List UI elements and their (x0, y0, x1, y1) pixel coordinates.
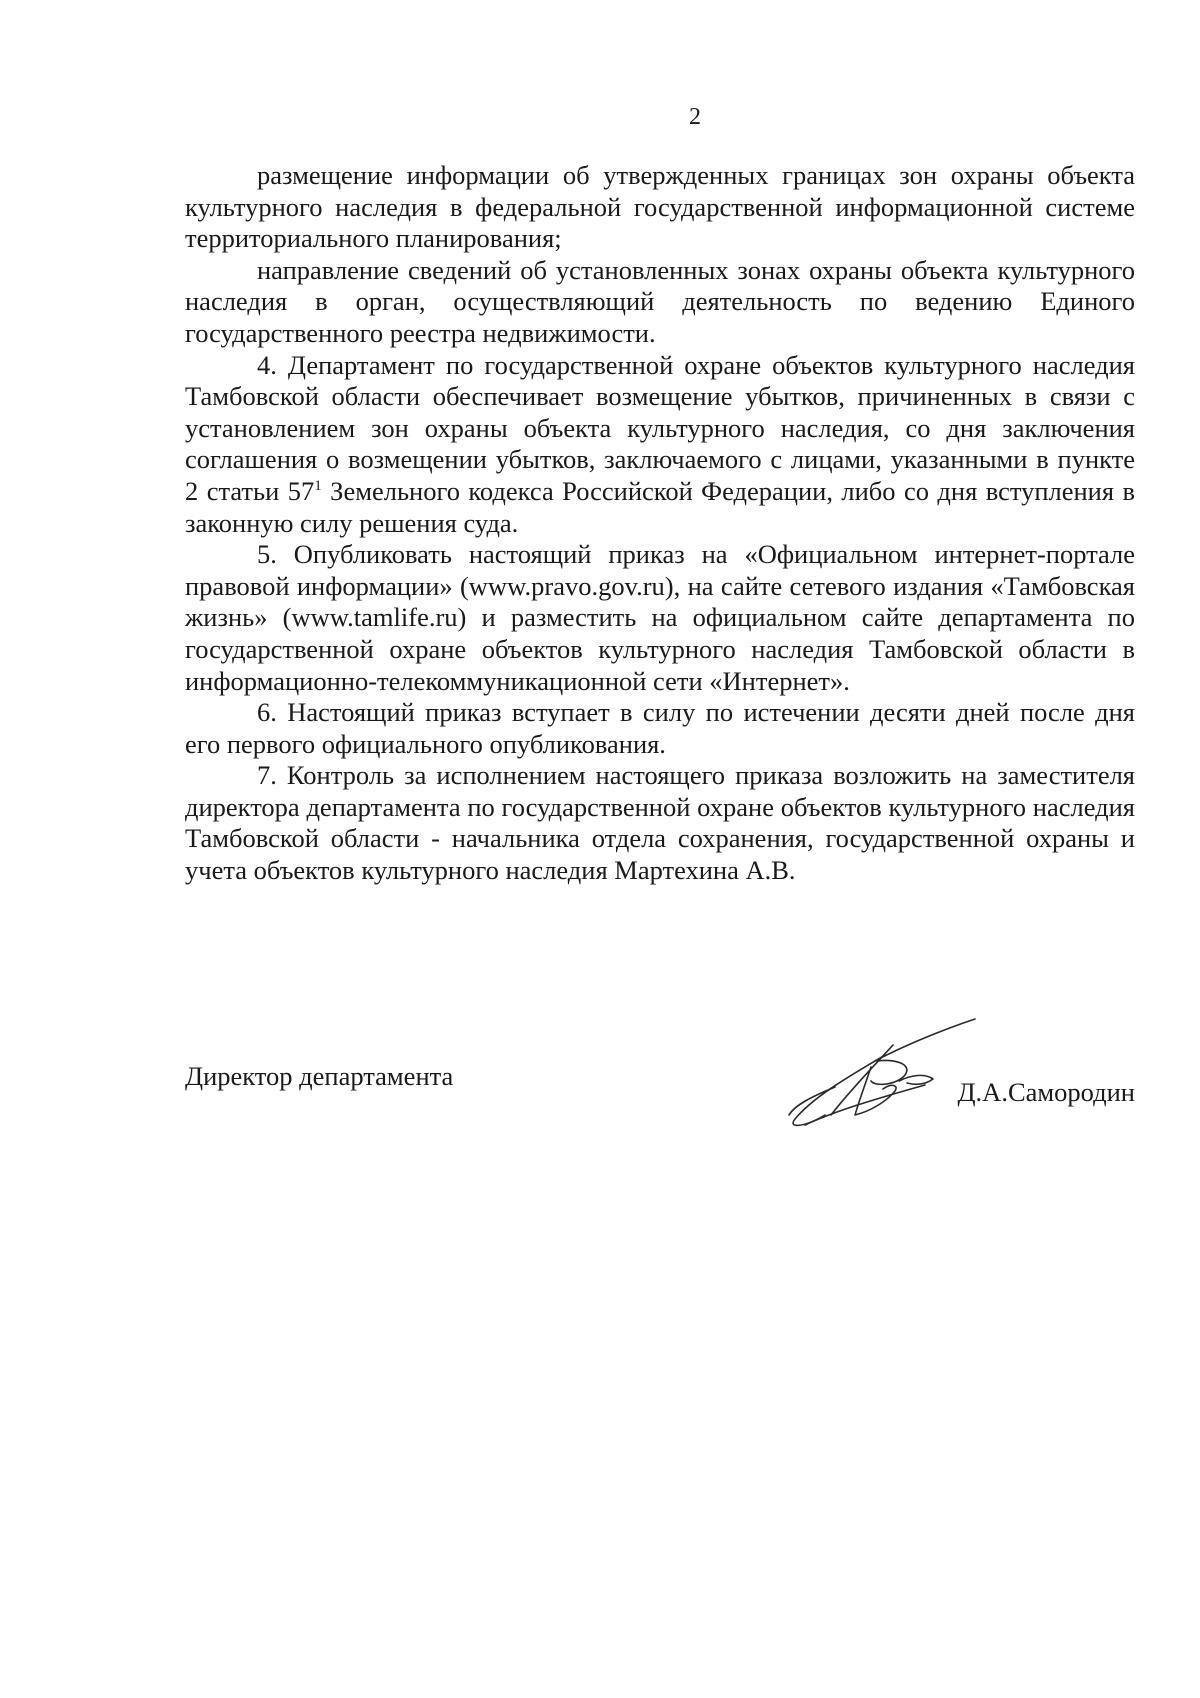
paragraph-item-6 (185, 697, 1135, 760)
paragraph-item-6-text: 6. Настоящий приказ вступает в силу по истечении десяти дней после дня его первого официального опубликования. (185, 697, 1135, 759)
paragraph-item-5 (185, 539, 1135, 697)
paragraph-item-4-text-end: Земельного кодекса Российской Федерации, либо со дня вступления в законную силу решения суда. (185, 475, 1136, 538)
signature-block (185, 1015, 1135, 1135)
paragraph-item-5-text: 5. Опубликовать настоящий приказ на «Официальном интернет-портале правовой информации» (www.pravo.gov.ru), на сайте сетевого издания «Тамбовская жизнь» (www.tamlife.ru) и разместить на официальном сайте департамента по государственной охране объектов культурного наследия Тамбовской области в информационно-телекоммуникационной сети «Интернет». (185, 539, 1135, 696)
paragraph-2-text: направление сведений об установленных зонах охраны объекта культурного наследия в орган, осуществляющий деятельность по ведению Единого государственного реестра недвижимости. (185, 254, 1135, 348)
paragraph-2 (185, 255, 1135, 350)
document-body (185, 160, 1135, 887)
signatory-title: Директор департамента (185, 1061, 454, 1091)
handwritten-signature (775, 1015, 1015, 1135)
paragraph-item-4 (185, 350, 1135, 540)
paragraph-item-7-text: 7. Контроль за исполнением настоящего приказа возложить на заместителя директора департамента по государственной охране объектов культурного наследия Тамбовской области - начальника отдела сохранения, государственной охраны и учета объектов культурного наследия Мартехина А.В. (185, 760, 1135, 886)
paragraph-1-text: размещение информации об утвержденных границах зон охраны объекта культурного наследия в федеральной государственной информационной системе территориального планирования; (185, 160, 1135, 254)
paragraph-1 (185, 160, 1135, 255)
page-number: 2 (689, 104, 701, 130)
signatory-name: Д.А.Самородин (957, 1077, 1135, 1107)
paragraph-item-7 (185, 760, 1135, 886)
article-superscript: 1 (314, 478, 322, 495)
paragraph-item-4-text: 4. Департамент по государственной охране объектов культурного наследия Тамбовской области обеспечивает возмещение убытков, причиненных в связи с установлением зон охраны объекта культурного наследия, со дня заключения соглашения о возмещении убытков, заключаемого с лицами, указанными в пункте 2 статьи 57 (185, 349, 1135, 506)
